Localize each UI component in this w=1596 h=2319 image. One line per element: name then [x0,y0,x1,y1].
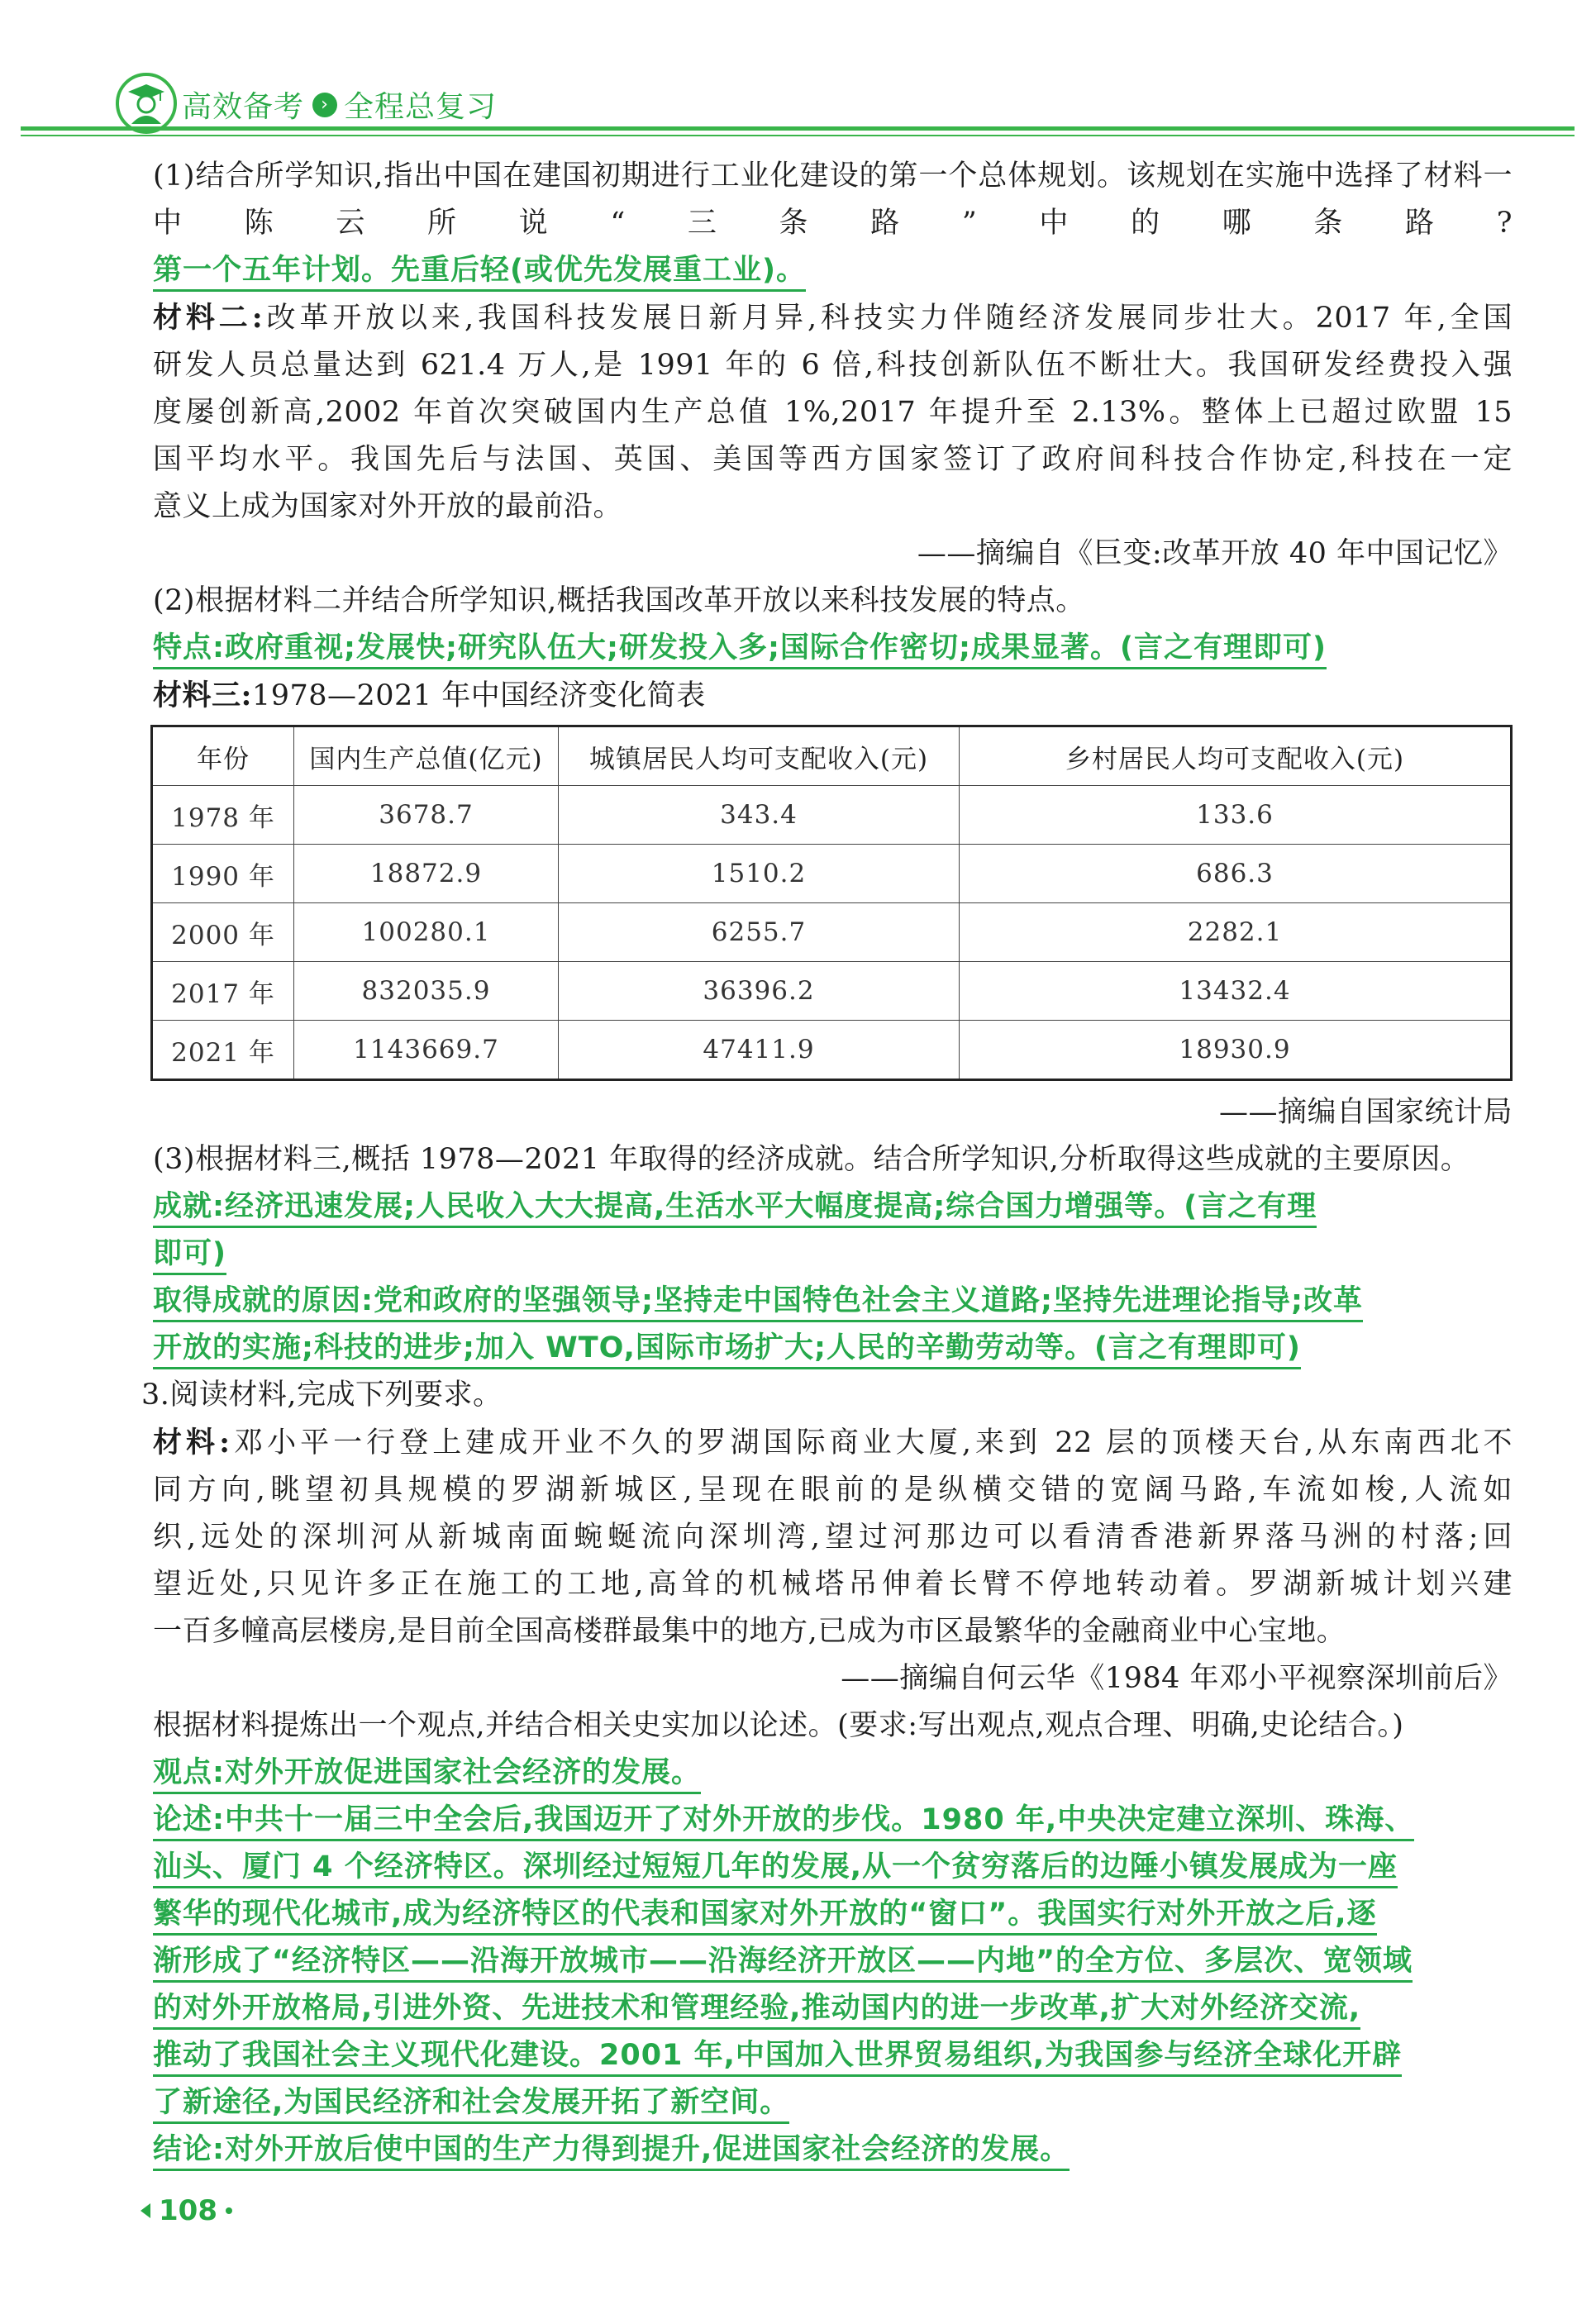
question-2: (2)根据材料二并结合所学知识,概括我国改革开放以来科技发展的特点。 [153,584,1085,617]
material-2 [153,294,1513,578]
answer-3-line: 成就:经济迅速发展;人民收入大大提高,生活水平大幅度提高;综合国力增强等。(言之有理 [153,1190,1317,1228]
material-4-label: 材料: [153,1426,231,1459]
chevron-right-icon: › [312,93,337,117]
header-rule-thin [21,135,1575,136]
table-cell: 2021 年 [152,1021,294,1080]
table-cell: 343.4 [559,786,960,845]
table-cell: 18930.9 [960,1021,1512,1080]
material-3-label: 材料三: [153,679,252,712]
material-2-line: 意义上成为国家对外开放的最前沿。 [153,490,623,523]
table-row [152,845,1512,903]
table-row [152,903,1512,962]
material-4-line: 望近处,只见许多正在施工的工地,高耸的机械塔吊伸着长臂不停地转动着。罗湖新城计划兴建 [153,1568,1513,1601]
answer-3-line: 开放的实施;科技的进步;加入 WTO,国际市场扩大;人民的辛勤劳动等。(言之有理即可) [153,1331,1301,1369]
answer-3-line: 取得成就的原因:党和政府的坚强领导;坚持走中国特色社会主义道路;坚持先进理论指导;改革 [153,1284,1363,1322]
answer-1: 第一个五年计划。先重后轻(或优先发展重工业)。 [153,247,1513,294]
material-4-line: 织,远处的深圳河从新城南面蜿蜒流向深圳湾,望过河那边可以看清香港新界落马洲的村落;回 [153,1521,1513,1554]
table-header-row [152,726,1512,786]
table-cell: 832035.9 [294,962,559,1021]
answer-4-line: 繁华的现代化城市,成为经济特区的代表和国家对外开放的“窗口”。我国实行对外开放之后,逐 [153,1898,1377,1936]
answer-3 [153,1183,1513,1372]
answer-4-line: 结论:对外开放后使中国的生产力得到提升,促进国家社会经济的发展。 [153,2133,1070,2171]
table-cell: 36396.2 [559,962,960,1021]
economy-table [150,725,1513,1081]
table-header: 国内生产总值(亿元) [294,726,559,786]
table-cell: 100280.1 [294,903,559,962]
table-row [152,1021,1512,1080]
table-cell: 133.6 [960,786,1512,845]
table-row [152,786,1512,845]
table-cell: 3678.7 [294,786,559,845]
table-header: 乡村居民人均可支配收入(元) [960,726,1512,786]
answer-4-line: 的对外开放格局,引进外资、先进技术和管理经验,推动国内的进一步改革,扩大对外经济交流, [153,1992,1360,2030]
material-4 [153,1419,1513,1702]
table-cell: 1510.2 [559,845,960,903]
triangle-left-icon [141,2203,150,2218]
material-3-heading [153,672,1513,720]
dot-icon [226,2207,232,2214]
header-title-a: 高效备考 [182,90,305,124]
table-cell: 1978 年 [152,786,294,845]
table-cell: 1990 年 [152,845,294,903]
page-number: 108 [159,2194,217,2227]
material-2-line: 度屡创新高,2002 年首次突破国内生产总值 1%,2017 年提升至 2.13%。整体上已超过欧盟 15 [153,396,1513,429]
material-4-line: 一百多幢高层楼房,是目前全国高楼群最集中的地方,已成为市区最繁华的金融商业中心宝地。 [153,1615,1346,1648]
material-2-line: 研发人员总量达到 621.4 万人,是 1991 年的 6 倍,科技创新队伍不断壮大。我国研发经费投入强 [153,349,1513,382]
table-cell: 18872.9 [294,845,559,903]
answer-4-line: 汕头、厦门 4 个经济特区。深圳经过短短几年的发展,从一个贫穷落后的边陲小镇发展成为一座 [153,1850,1398,1888]
material-2-line: 改革开放以来,我国科技发展日新月异,科技实力伴随经济发展同步壮大。2017 年,全国 [263,302,1513,335]
logo-badge [116,73,177,134]
material-3-source: ——摘编自国家统计局 [1218,1096,1513,1129]
answer-2: 特点:政府重视;发展快;研究队伍大;研发投入多;国际合作密切;成果显著。(言之有理即可) [153,625,1513,672]
header-rule [21,126,1575,131]
student-avatar-icon [127,83,165,124]
page-footer [141,2194,232,2227]
question-1: (1)结合所学知识,指出中国在建国初期进行工业化建设的第一个总体规划。该规划在实施中选择了材料一中陈云所说“三条路”中的哪条路? [153,160,1513,240]
answer-4-line: 了新途径,为国民经济和社会发展开拓了新空间。 [153,2086,789,2124]
table-cell: 13432.4 [960,962,1512,1021]
table-cell: 686.3 [960,845,1512,903]
material-2-line: 国平均水平。我国先后与法国、英国、美国等西方国家签订了政府间科技合作协定,科技在一定 [153,443,1513,476]
material-4-source: ——摘编自何云华《1984 年邓小平视察深圳前后》 [841,1662,1513,1695]
page-header [21,62,1575,145]
table-row [152,962,1512,1021]
header-title [182,83,497,126]
material-4-line: 邓小平一行登上建成开业不久的罗湖国际商业大厦,来到 22 层的顶楼天台,从东南西北不 [230,1426,1513,1459]
question-3-heading: 3.阅读材料,完成下列要求。 [141,1379,503,1412]
table-cell: 2282.1 [960,903,1512,962]
table-cell: 47411.9 [559,1021,960,1080]
table-header: 城镇居民人均可支配收入(元) [559,726,960,786]
answer-4-line: 推动了我国社会主义现代化建设。2001 年,中国加入世界贸易组织,为我国参与经济全球化开辟 [153,2039,1402,2077]
table-cell: 2000 年 [152,903,294,962]
answer-3-line: 即可) [153,1237,226,1275]
answer-4 [153,1750,1513,2174]
question-4: 根据材料提炼出一个观点,并结合相关史实加以论述。(要求:写出观点,观点合理、明确,史论结合。) [153,1709,1404,1742]
page-content [141,153,1513,2174]
material-2-label: 材料二: [153,301,264,335]
table-cell: 2017 年 [152,962,294,1021]
material-4-line: 同方向,眺望初具规模的罗湖新城区,呈现在眼前的是纵横交错的宽阔马路,车流如梭,人流如 [153,1474,1513,1507]
material-3-title: 1978—2021 年中国经济变化简表 [251,679,706,712]
header-title-b: 全程总复习 [344,90,498,124]
material-2-source: ——摘编自《巨变:改革开放 40 年中国记忆》 [917,537,1513,570]
table-header: 年份 [152,726,294,786]
table-cell: 1143669.7 [294,1021,559,1080]
question-3: (3)根据材料三,概括 1978—2021 年取得的经济成就。结合所学知识,分析取得这些成就的主要原因。 [153,1143,1470,1176]
answer-4-line: 渐形成了“经济特区——沿海开放城市——沿海经济开放区——内地”的全方位、多层次、宽领域 [153,1945,1413,1983]
table-cell: 6255.7 [559,903,960,962]
answer-4-line: 论述:中共十一届三中全会后,我国迈开了对外开放的步伐。1980 年,中央决定建立深圳、珠海、 [153,1803,1414,1841]
answer-4-line: 观点:对外开放促进国家社会经济的发展。 [153,1756,701,1794]
